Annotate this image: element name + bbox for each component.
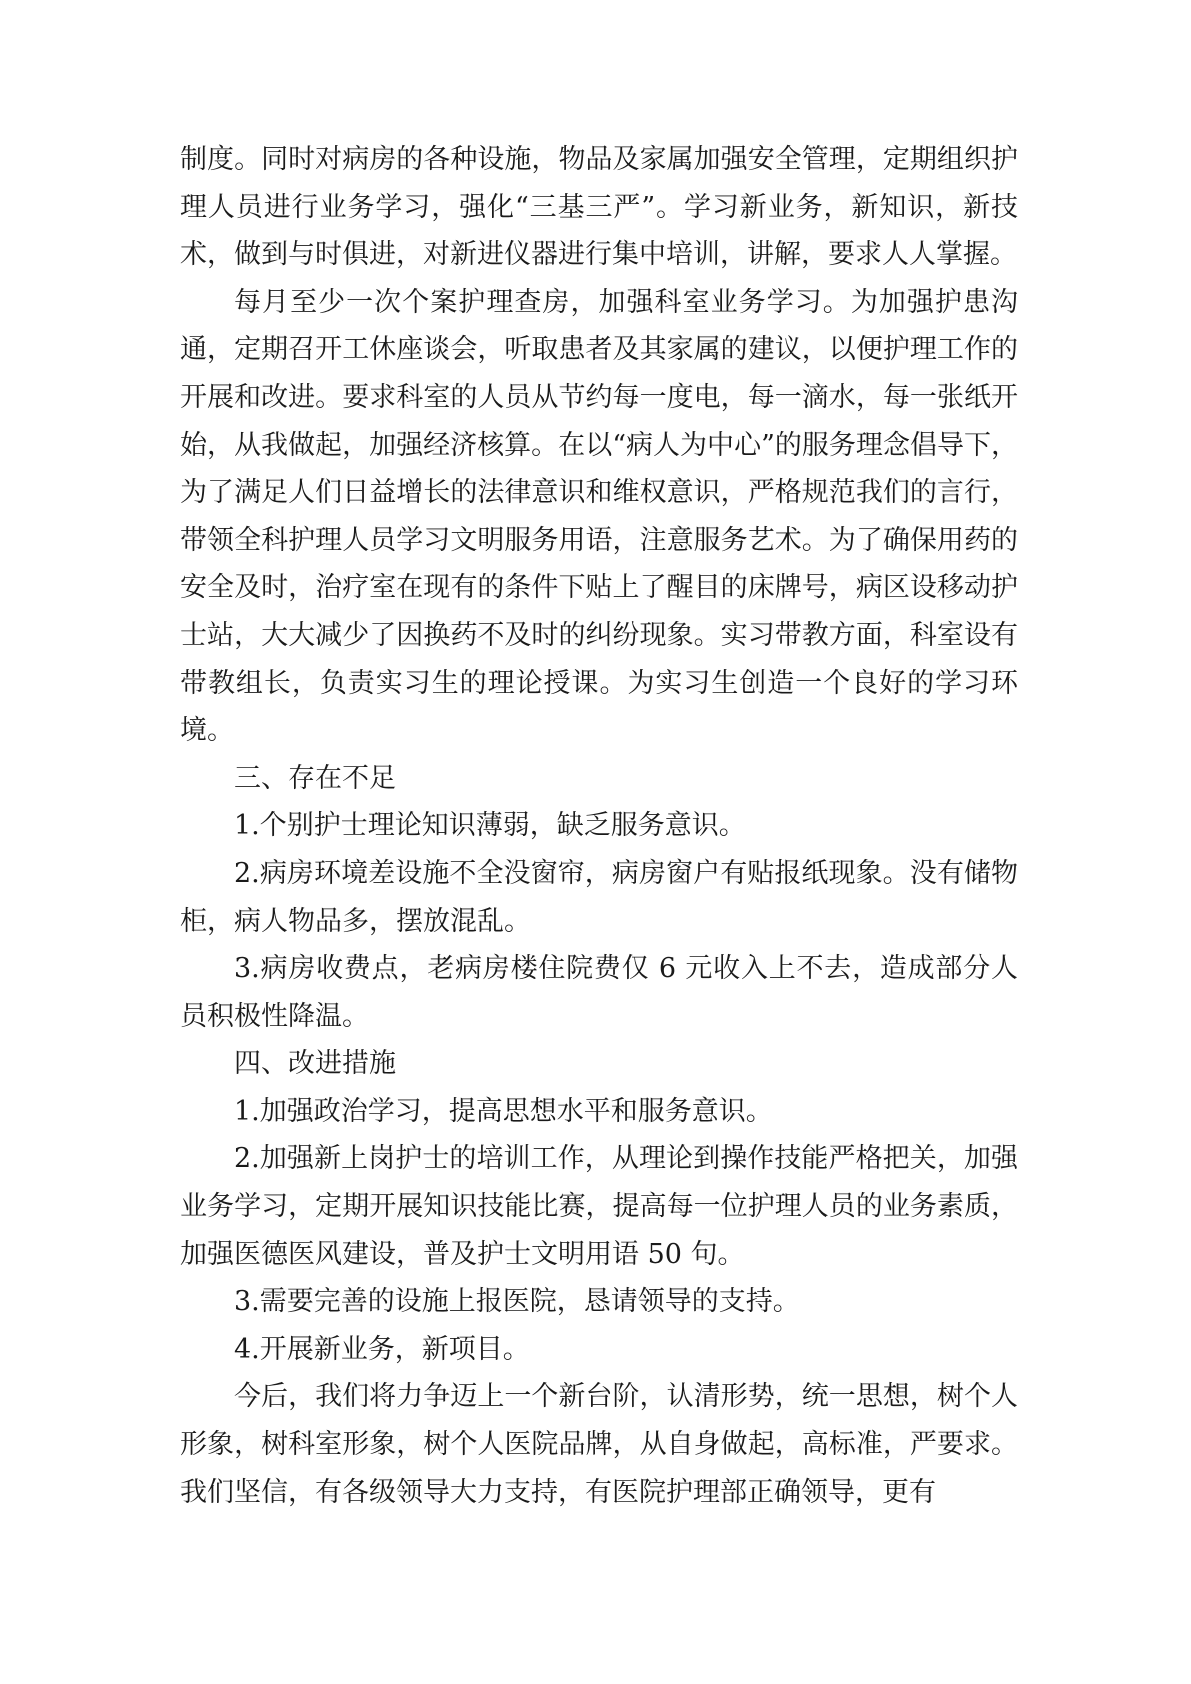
list-item-shortcoming-3: 3.病房收费点，老病房楼住院费仅 6 元收入上不去，造成部分人员积极性降温。: [180, 953, 1018, 1032]
list-item-improvement-4: 4.开展新业务，新项目。: [234, 1333, 530, 1365]
list-item-improvement-2: 2.加强新上岗护士的培训工作，从理论到操作技能严格把关，加强业务学习，定期开展知识技能比赛，提高每一位护理人员的业务素质，加强医德医风建设，普及护士文明用语 50 句。: [180, 1143, 1018, 1270]
document-body: [180, 136, 1018, 1516]
section-heading-improvements: 四、改进措施: [234, 1048, 396, 1080]
list-item-improvement-1: 1.加强政治学习，提高思想水平和服务意识。: [234, 1095, 773, 1127]
list-item-shortcoming-2: 2.病房环境差设施不全没窗帘，病房窗户有贴报纸现象。没有储物柜，病人物品多，摆放混乱。: [180, 857, 1018, 937]
section-heading-shortcomings: 三、存在不足: [234, 762, 396, 794]
paragraph-rounds-and-training: 每月至少一次个案护理查房，加强科室业务学习。为加强护患沟通，定期召开工休座谈会，听取患者及其家属的建议，以便护理工作的开展和改进。要求科室的人员从节约每一度电，每一滴水，每一张纸开始，从我做起，加强经济核算。在以“病人为中心”的服务理念倡导下，为了满足人们日益增长的法律意识和维权意识，严格规范我们的言行，带领全科护理人员学习文明服务用语，注意服务艺术。为了确保用药的安全及时，治疗室在现有的条件下贴上了醒目的床牌号，病区设移动护士站，大大减少了因换药不及时的纠纷现象。实习带教方面，科室设有带教组长，负责实习生的理论授课。为实习生创造一个良好的学习环境。: [180, 286, 1018, 747]
list-item-improvement-3: 3.需要完善的设施上报医院，恳请领导的支持。: [234, 1286, 800, 1318]
list-item-shortcoming-1: 1.个别护士理论知识薄弱，缺乏服务意识。: [234, 810, 746, 842]
paragraph-conclusion: 今后，我们将力争迈上一个新台阶，认清形势，统一思想，树个人形象，树科室形象，树个人医院品牌，从自身做起，高标准，严要求。我们坚信，有各级领导大力支持，有医院护理部正确领导，更有: [180, 1381, 1018, 1508]
paragraph-continued: 制度。同时对病房的各种设施，物品及家属加强安全管理，定期组织护理人员进行业务学习，强化“三基三严”。学习新业务，新知识，新技术，做到与时俱进，对新进仪器进行集中培训，讲解，要求人人掌握。: [180, 144, 1018, 271]
